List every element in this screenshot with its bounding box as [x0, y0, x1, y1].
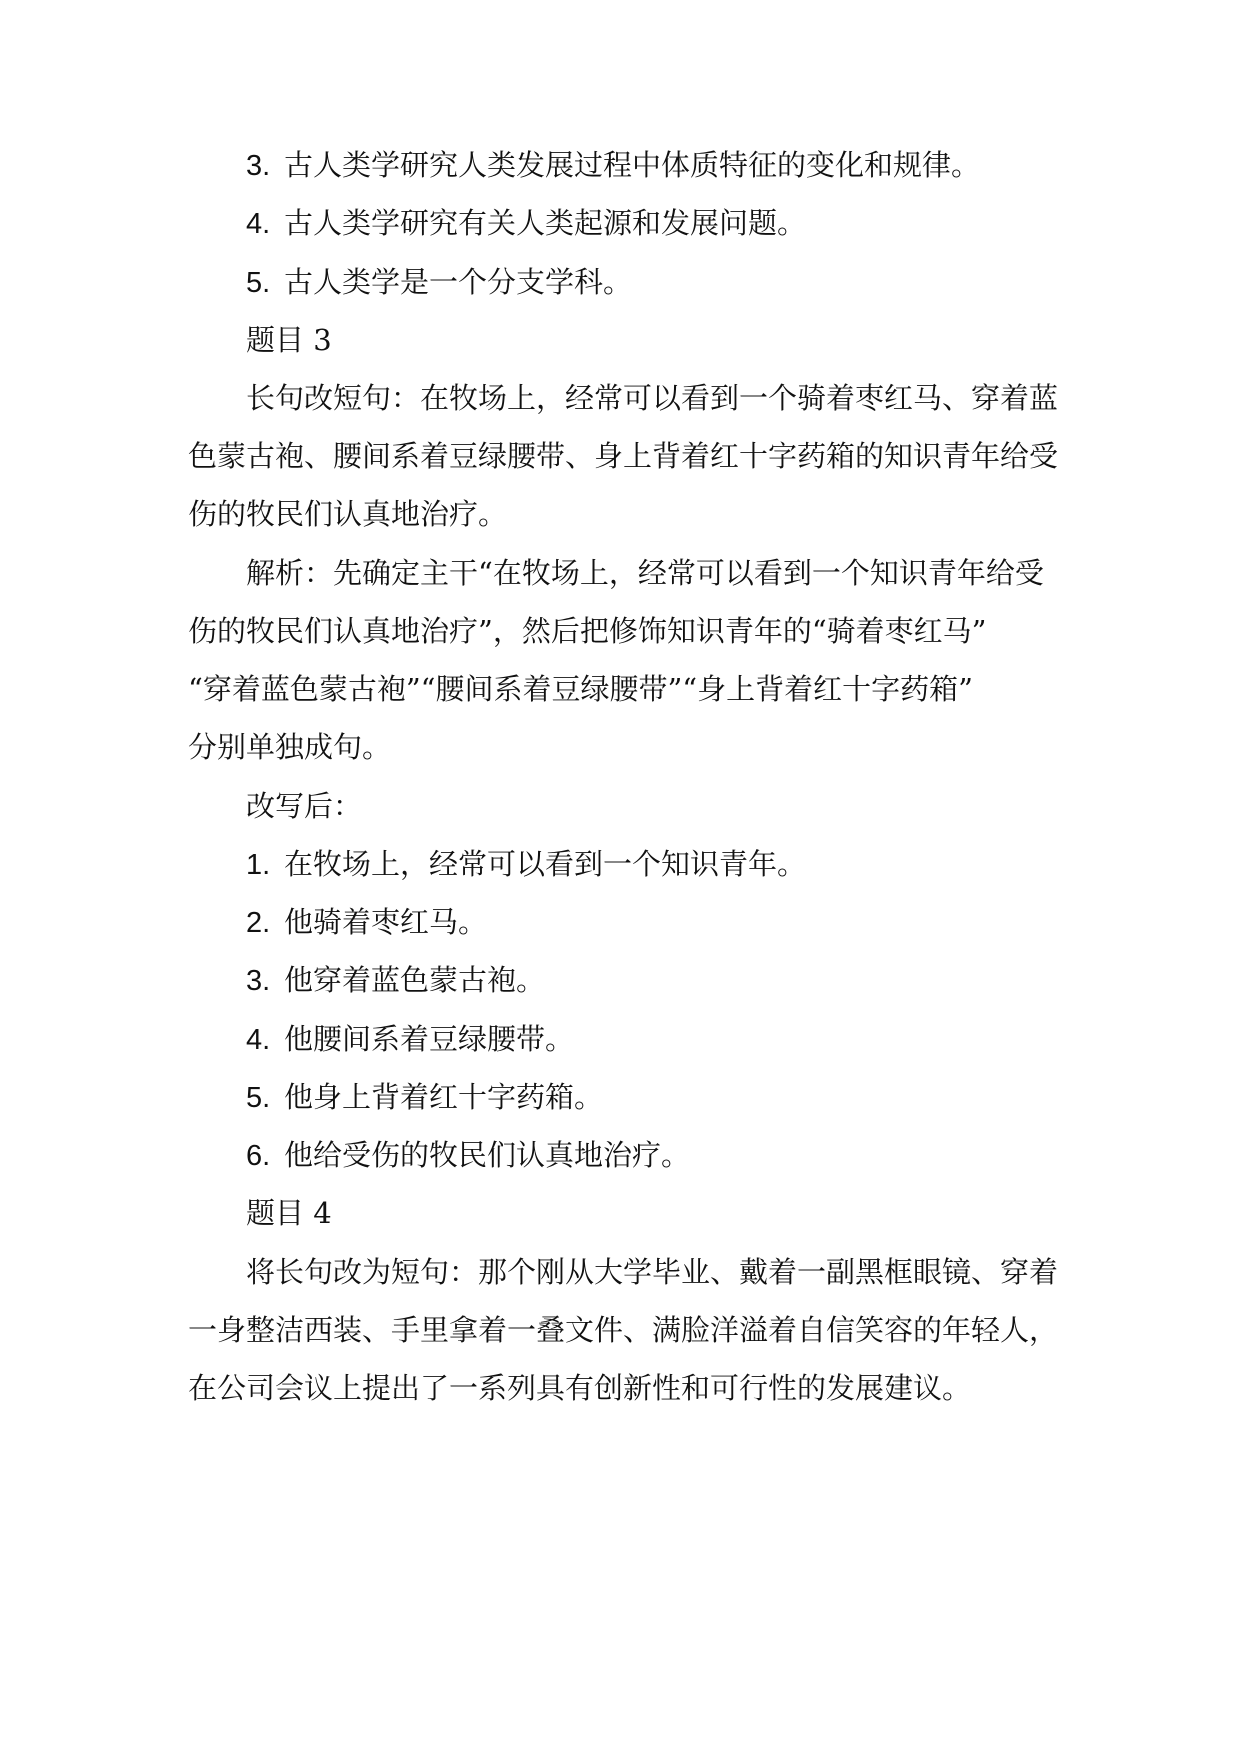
list-text: 古人类学是一个分支学科。 [284, 265, 633, 299]
rewrite-item [0, 844, 1241, 885]
list-item [0, 203, 1241, 244]
list-text: 他给受伤的牧民们认真地治疗。 [284, 1138, 691, 1172]
analysis-line: 伤的牧民们认真地治疗”，然后把修饰知识青年的“骑着枣红马” [188, 614, 987, 648]
list-text: 古人类学研究人类发展过程中体质特征的变化和规律。 [284, 148, 981, 182]
list-number: 3. [246, 150, 271, 182]
rewrite-item [0, 1019, 1241, 1060]
list-text: 他身上背着红十字药箱。 [284, 1080, 604, 1114]
list-number: 5. [246, 1082, 271, 1114]
question-heading: 题目 4 [246, 1196, 332, 1230]
analysis-line: 解析：先确定主干“在牧场上，经常可以看到一个知识青年给受 [246, 556, 1044, 590]
list-text: 古人类学研究有关人类起源和发展问题。 [284, 206, 807, 240]
list-text: 他穿着蓝色蒙古袍。 [284, 963, 546, 997]
list-text: 在牧场上，经常可以看到一个知识青年。 [284, 847, 807, 881]
list-number: 1. [246, 849, 271, 881]
list-item [0, 145, 1241, 186]
list-number: 3. [246, 965, 271, 997]
rewrite-item [0, 1077, 1241, 1118]
list-item [0, 262, 1241, 303]
list-number: 6. [246, 1140, 271, 1172]
rewrite-item [0, 960, 1241, 1001]
list-number: 2. [246, 907, 271, 939]
analysis-line: “穿着蓝色蒙古袍”“腰间系着豆绿腰带”“身上背着红十字药箱” [188, 672, 973, 706]
analysis-line: 分别单独成句。 [188, 730, 392, 764]
question-heading: 题目 3 [246, 323, 332, 357]
list-text: 他骑着枣红马。 [284, 905, 488, 939]
list-number: 5. [246, 267, 271, 299]
question-prompt-line: 在公司会议上提出了一系列具有创新性和可行性的发展建议。 [188, 1371, 972, 1405]
rewrite-label: 改写后： [246, 789, 363, 823]
question-prompt-line: 色蒙古袍、腰间系着豆绿腰带、身上背着红十字药箱的知识青年给受 [188, 439, 1059, 473]
list-number: 4. [246, 208, 271, 240]
question-prompt-line: 伤的牧民们认真地治疗。 [188, 497, 508, 531]
list-number: 4. [246, 1024, 271, 1056]
question-prompt-line: 一身整洁西装、手里拿着一叠文件、满脸洋溢着自信笑容的年轻人， [188, 1313, 1059, 1347]
rewrite-item [0, 902, 1241, 943]
question-prompt-line: 长句改短句：在牧场上，经常可以看到一个骑着枣红马、穿着蓝 [246, 381, 1059, 415]
question-prompt-line: 将长句改为短句：那个刚从大学毕业、戴着一副黑框眼镜、穿着 [246, 1255, 1059, 1289]
list-text: 他腰间系着豆绿腰带。 [284, 1022, 575, 1056]
rewrite-item [0, 1135, 1241, 1176]
